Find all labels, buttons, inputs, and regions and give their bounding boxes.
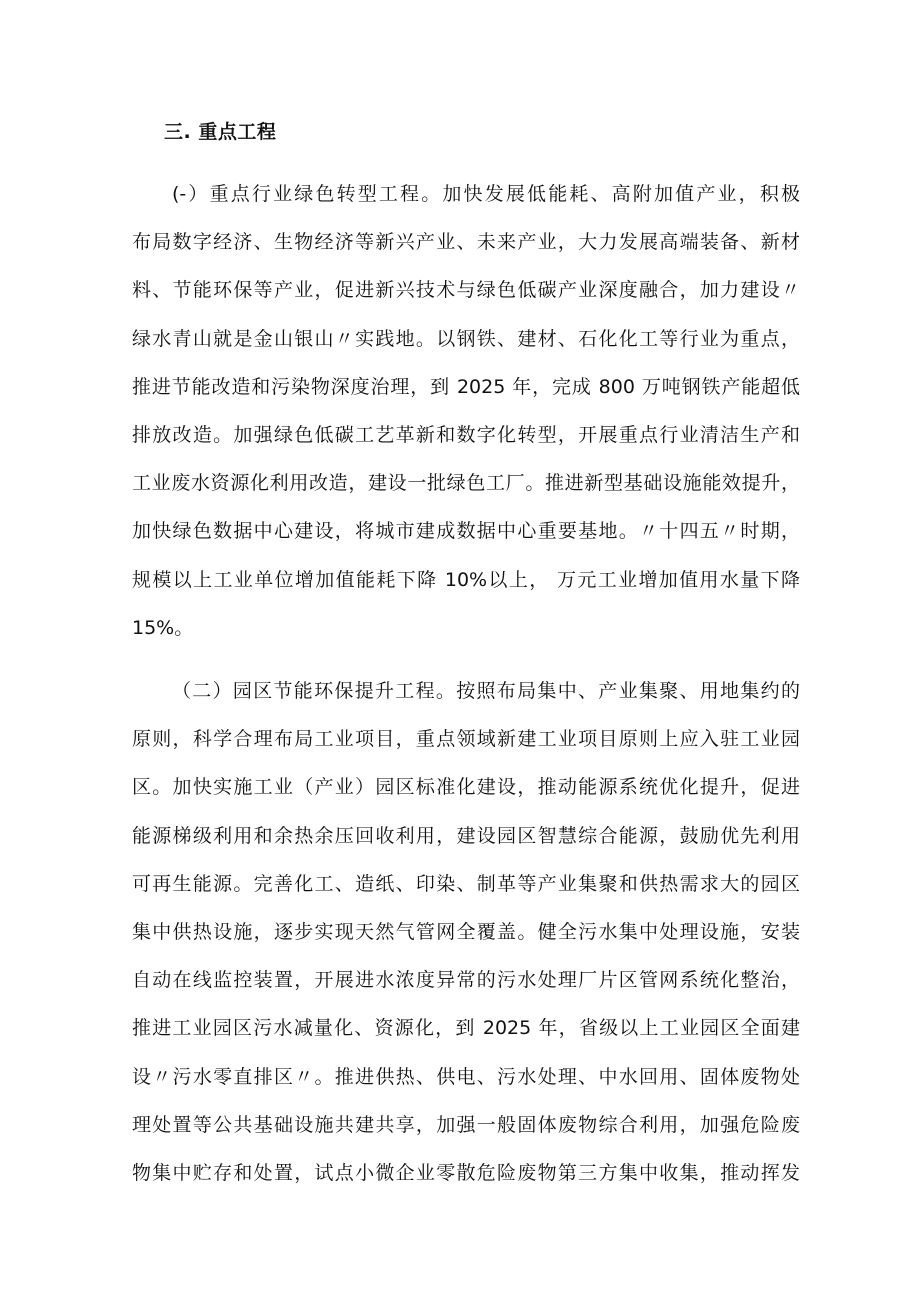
paragraph-line: 推进节能改造和污染物深度治理，到 2025 年，完成 800 万吨钢铁产能超低	[132, 375, 800, 398]
paragraph-line: 布局数字经济、生物经济等新兴产业、未来产业，大力发展高端装备、新材	[132, 231, 800, 254]
paragraph-line: 推进工业园区污水减量化、资源化，到 2025 年，省级以上工业园区全面建	[132, 1017, 800, 1040]
paragraph-line: 排放改造。加强绿色低碳工艺革新和数字化转型，开展重点行业清洁生产和	[132, 423, 800, 446]
paragraph-line: 规模以上工业单位增加值能耗下降 10%以上， 万元工业增加值用水量下降	[132, 568, 800, 591]
paragraph-line: （二）园区节能环保提升工程。按照布局集中、产业集聚、用地集约的	[172, 680, 800, 702]
paragraph-line: (-）重点行业绿色转型工程。加快发展低能耗、高附加值产业，积极	[172, 183, 800, 205]
paragraph-line: 设〃污水零直排区〃。推进供热、供电、污水处理、中水回用、固体废物处	[132, 1065, 800, 1088]
paragraph-key-industry-green-transition	[132, 180, 800, 662]
paragraph-line: 物集中贮存和处置，试点小微企业零散危险废物第三方集中收集，推动挥发	[132, 1161, 800, 1184]
paragraph-line: 能源梯级利用和余热余压回收利用，建设园区智慧综合能源，鼓励优先利用	[132, 824, 800, 847]
paragraph-line: 自动在线监控装置，开展进水浓度异常的污水处理厂片区管网系统化整治，	[132, 969, 800, 992]
paragraph-line: 绿水青山就是金山银山〃实践地。以钢铁、建材、石化化工等行业为重点，	[132, 327, 800, 350]
paragraph-line: 工业废水资源化利用改造，建设一批绿色工厂。推进新型基础设施能效提升，	[132, 472, 800, 495]
paragraph-line: 可再生能源。完善化工、造纸、印染、制革等产业集聚和供热需求大的园区	[132, 872, 800, 895]
section-heading: 三. 重点工程	[164, 121, 277, 143]
paragraph-line: 原则，科学合理布局工业项目，重点领域新建工业项目原则上应入驻工业园	[132, 728, 800, 751]
paragraph-line: 料、节能环保等产业，促进新兴技术与绿色低碳产业深度融合，加力建设〃	[132, 279, 800, 302]
paragraph-line: 加快绿色数据中心建设，将城市建成数据中心重要基地。〃十四五〃时期，	[132, 520, 800, 543]
paragraph-park-energy-saving	[132, 677, 800, 1207]
paragraph-line: 区。加快实施工业（产业）园区标准化建设，推动能源系统优化提升，促进	[132, 776, 800, 799]
paragraph-line: 15%。	[132, 616, 194, 639]
paragraph-line: 集中供热设施，逐步实现天然气管网全覆盖。健全污水集中处理设施，安装	[132, 920, 800, 943]
paragraph-line: 理处置等公共基础设施共建共享，加强一般固体废物综合利用，加强危险废	[132, 1113, 800, 1136]
